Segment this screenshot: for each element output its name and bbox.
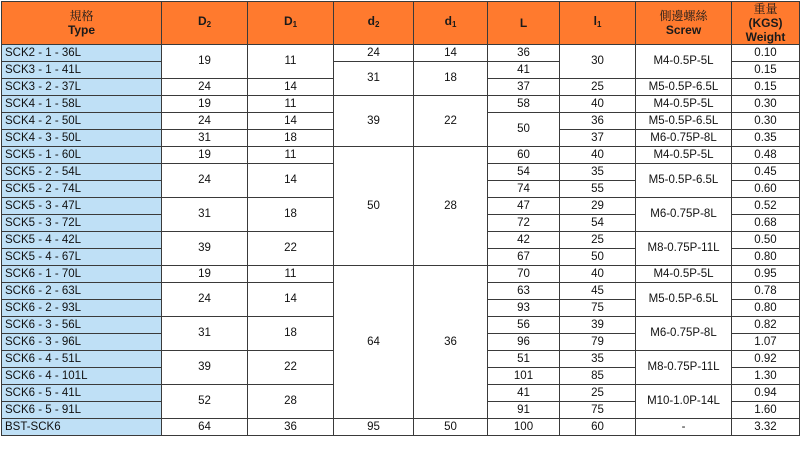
weight-cell: 1.07 xyxy=(732,334,800,351)
l1-cell: 35 xyxy=(560,351,636,368)
L-cell: 91 xyxy=(488,402,560,419)
weight-cell: 0.95 xyxy=(732,266,800,283)
table-row xyxy=(2,266,800,283)
type-cell: SCK6 - 5 - 41L xyxy=(2,385,162,402)
d1-cell: 14 xyxy=(414,45,488,62)
d2-header-base: d xyxy=(367,14,375,28)
screw-header-zh: 側邊螺絲 xyxy=(659,9,708,23)
type-cell: SCK5 - 3 - 47L xyxy=(2,198,162,215)
weight-cell: 0.92 xyxy=(732,351,800,368)
weight-cell: 0.30 xyxy=(732,113,800,130)
d2-cell: 39 xyxy=(334,96,414,147)
header-row xyxy=(2,2,800,45)
L-cell: 37 xyxy=(488,79,560,96)
L-cell: 41 xyxy=(488,62,560,79)
type-cell: SCK5 - 2 - 54L xyxy=(2,164,162,181)
l1-cell: 30 xyxy=(560,45,636,79)
type-cell: SCK5 - 4 - 42L xyxy=(2,232,162,249)
D1-cell: 28 xyxy=(248,385,334,419)
D1-cell: 11 xyxy=(248,45,334,79)
d1-cell: 22 xyxy=(414,96,488,147)
screw-cell: M5-0.5P-6.5L xyxy=(636,79,732,96)
L-cell: 47 xyxy=(488,198,560,215)
L-cell: 50 xyxy=(488,113,560,147)
D2-cell: 64 xyxy=(162,419,248,436)
spec-table xyxy=(1,1,800,436)
l1-cell: 54 xyxy=(560,215,636,232)
screw-cell: M10-1.0P-14L xyxy=(636,385,732,419)
weight-cell: 0.15 xyxy=(732,62,800,79)
D2-cell: 39 xyxy=(162,232,248,266)
col-header-L: L xyxy=(488,2,560,45)
type-cell: SCK6 - 3 - 96L xyxy=(2,334,162,351)
weight-cell: 0.52 xyxy=(732,198,800,215)
screw-cell: M5-0.5P-6.5L xyxy=(636,113,732,130)
d1-cell: 36 xyxy=(414,266,488,419)
l1-cell: 75 xyxy=(560,402,636,419)
D1-cell: 18 xyxy=(248,130,334,147)
screw-header-en: Screw xyxy=(665,23,702,37)
type-cell: SCK6 - 3 - 56L xyxy=(2,317,162,334)
weight-cell: 0.60 xyxy=(732,181,800,198)
type-cell: SCK6 - 5 - 91L xyxy=(2,402,162,419)
L-cell: 70 xyxy=(488,266,560,283)
L-cell: 96 xyxy=(488,334,560,351)
type-cell: SCK4 - 3 - 50L xyxy=(2,130,162,147)
screw-cell: M5-0.5P-6.5L xyxy=(636,164,732,198)
screw-cell: M4-0.5P-5L xyxy=(636,266,732,283)
L-cell: 58 xyxy=(488,96,560,113)
screw-cell: M4-0.5P-5L xyxy=(636,45,732,79)
d1-header-base: d xyxy=(444,14,452,28)
weight-cell: 1.60 xyxy=(732,402,800,419)
l1-cell: 40 xyxy=(560,147,636,164)
col-header-D2 xyxy=(162,2,248,45)
L-cell: 74 xyxy=(488,181,560,198)
L-cell: 67 xyxy=(488,249,560,266)
D1-cell: 18 xyxy=(248,317,334,351)
type-cell: SCK6 - 4 - 51L xyxy=(2,351,162,368)
col-header-screw xyxy=(636,2,732,45)
L-cell: 63 xyxy=(488,283,560,300)
D2-cell: 31 xyxy=(162,130,248,147)
d2-cell: 64 xyxy=(334,266,414,419)
table-row xyxy=(2,147,800,164)
screw-cell: M6-0.75P-8L xyxy=(636,317,732,351)
l1-cell: 45 xyxy=(560,283,636,300)
screw-cell: M8-0.75P-11L xyxy=(636,351,732,385)
l1-cell: 79 xyxy=(560,334,636,351)
weight-cell: 0.80 xyxy=(732,300,800,317)
L-cell: 60 xyxy=(488,147,560,164)
screw-cell: M6-0.75P-8L xyxy=(636,130,732,147)
d2-cell: 95 xyxy=(334,419,414,436)
col-header-d1 xyxy=(414,2,488,45)
D2-cell: 24 xyxy=(162,79,248,96)
D2-cell: 24 xyxy=(162,164,248,198)
l1-cell: 75 xyxy=(560,300,636,317)
l1-cell: 25 xyxy=(560,79,636,96)
D1-cell: 18 xyxy=(248,198,334,232)
D2-header-sub: 2 xyxy=(206,20,212,29)
screw-cell: M4-0.5P-5L xyxy=(636,96,732,113)
D1-header-sub: 1 xyxy=(292,20,298,29)
L-cell: 72 xyxy=(488,215,560,232)
d2-cell: 31 xyxy=(334,62,414,96)
l1-header-base: l xyxy=(593,14,597,28)
l1-header-sub: 1 xyxy=(596,20,602,29)
d2-cell: 50 xyxy=(334,147,414,266)
weight-header-zh: 重量 xyxy=(753,2,778,16)
l1-cell: 50 xyxy=(560,249,636,266)
l1-cell: 35 xyxy=(560,164,636,181)
screw-cell: M6-0.75P-8L xyxy=(636,198,732,232)
type-cell: SCK5 - 1 - 60L xyxy=(2,147,162,164)
D1-cell: 11 xyxy=(248,96,334,113)
type-header-en: Type xyxy=(67,23,96,37)
weight-cell: 0.30 xyxy=(732,96,800,113)
weight-cell: 0.80 xyxy=(732,249,800,266)
d1-cell: 28 xyxy=(414,147,488,266)
screw-cell: M4-0.5P-5L xyxy=(636,147,732,164)
D1-cell: 22 xyxy=(248,232,334,266)
D1-cell: 11 xyxy=(248,266,334,283)
l1-cell: 37 xyxy=(560,130,636,147)
D1-cell: 14 xyxy=(248,283,334,317)
type-cell: SCK5 - 3 - 72L xyxy=(2,215,162,232)
weight-cell: 0.82 xyxy=(732,317,800,334)
d2-cell: 24 xyxy=(334,45,414,62)
l1-cell: 60 xyxy=(560,419,636,436)
D2-header-base: D xyxy=(197,14,207,28)
L-cell: 93 xyxy=(488,300,560,317)
l1-cell: 55 xyxy=(560,181,636,198)
type-cell: SCK2 - 1 - 36L xyxy=(2,45,162,62)
L-cell: 42 xyxy=(488,232,560,249)
L-cell: 41 xyxy=(488,385,560,402)
weight-cell: 0.50 xyxy=(732,232,800,249)
d1-cell: 18 xyxy=(414,62,488,96)
l1-cell: 85 xyxy=(560,368,636,385)
weight-cell: 0.45 xyxy=(732,164,800,181)
weight-cell: 0.68 xyxy=(732,215,800,232)
col-header-weight xyxy=(732,2,800,45)
l1-cell: 36 xyxy=(560,113,636,130)
D1-cell: 22 xyxy=(248,351,334,385)
D1-cell: 14 xyxy=(248,113,334,130)
col-header-l1 xyxy=(560,2,636,45)
d1-header-sub: 1 xyxy=(451,20,457,29)
type-cell: SCK6 - 2 - 63L xyxy=(2,283,162,300)
D1-cell: 11 xyxy=(248,147,334,164)
weight-cell: 0.78 xyxy=(732,283,800,300)
weight-header-unit: (KGS) xyxy=(748,16,783,30)
screw-cell: M8-0.75P-11L xyxy=(636,232,732,266)
D1-cell: 14 xyxy=(248,164,334,198)
l1-cell: 29 xyxy=(560,198,636,215)
D2-cell: 52 xyxy=(162,385,248,419)
type-cell: BST-SCK6 xyxy=(2,419,162,436)
d1-cell: 50 xyxy=(414,419,488,436)
D2-cell: 24 xyxy=(162,113,248,130)
L-cell: 100 xyxy=(488,419,560,436)
weight-cell: 0.15 xyxy=(732,79,800,96)
l1-cell: 25 xyxy=(560,232,636,249)
L-cell: 54 xyxy=(488,164,560,181)
type-cell: SCK6 - 4 - 101L xyxy=(2,368,162,385)
weight-cell: 3.32 xyxy=(732,419,800,436)
D2-cell: 24 xyxy=(162,283,248,317)
l1-cell: 40 xyxy=(560,96,636,113)
D2-cell: 19 xyxy=(162,96,248,113)
weight-cell: 0.48 xyxy=(732,147,800,164)
type-header-zh: 規格 xyxy=(69,9,94,23)
type-cell: SCK3 - 1 - 41L xyxy=(2,62,162,79)
weight-cell: 1.30 xyxy=(732,368,800,385)
D2-cell: 19 xyxy=(162,147,248,164)
L-cell: 101 xyxy=(488,368,560,385)
l1-cell: 25 xyxy=(560,385,636,402)
screw-cell: - xyxy=(636,419,732,436)
type-cell: SCK3 - 2 - 37L xyxy=(2,79,162,96)
col-header-d2 xyxy=(334,2,414,45)
L-cell: 51 xyxy=(488,351,560,368)
type-cell: SCK4 - 2 - 50L xyxy=(2,113,162,130)
col-header-type xyxy=(2,2,162,45)
col-header-D1 xyxy=(248,2,334,45)
type-cell: SCK6 - 1 - 70L xyxy=(2,266,162,283)
table-row xyxy=(2,419,800,436)
type-cell: SCK4 - 1 - 58L xyxy=(2,96,162,113)
weight-header-en: Weight xyxy=(745,30,786,44)
table-row xyxy=(2,45,800,62)
type-cell: SCK5 - 2 - 74L xyxy=(2,181,162,198)
D1-header-base: D xyxy=(283,14,293,28)
weight-cell: 0.35 xyxy=(732,130,800,147)
l1-cell: 39 xyxy=(560,317,636,334)
type-cell: SCK6 - 2 - 93L xyxy=(2,300,162,317)
D2-cell: 19 xyxy=(162,45,248,79)
L-cell: 36 xyxy=(488,45,560,62)
D2-cell: 39 xyxy=(162,351,248,385)
screw-cell: M5-0.5P-6.5L xyxy=(636,283,732,317)
weight-cell: 0.94 xyxy=(732,385,800,402)
type-cell: SCK5 - 4 - 67L xyxy=(2,249,162,266)
D1-cell: 36 xyxy=(248,419,334,436)
D2-cell: 19 xyxy=(162,266,248,283)
D2-cell: 31 xyxy=(162,198,248,232)
weight-cell: 0.10 xyxy=(732,45,800,62)
l1-cell: 40 xyxy=(560,266,636,283)
table-row xyxy=(2,96,800,113)
d2-header-sub: 2 xyxy=(374,20,380,29)
L-cell: 56 xyxy=(488,317,560,334)
D1-cell: 14 xyxy=(248,79,334,96)
D2-cell: 31 xyxy=(162,317,248,351)
